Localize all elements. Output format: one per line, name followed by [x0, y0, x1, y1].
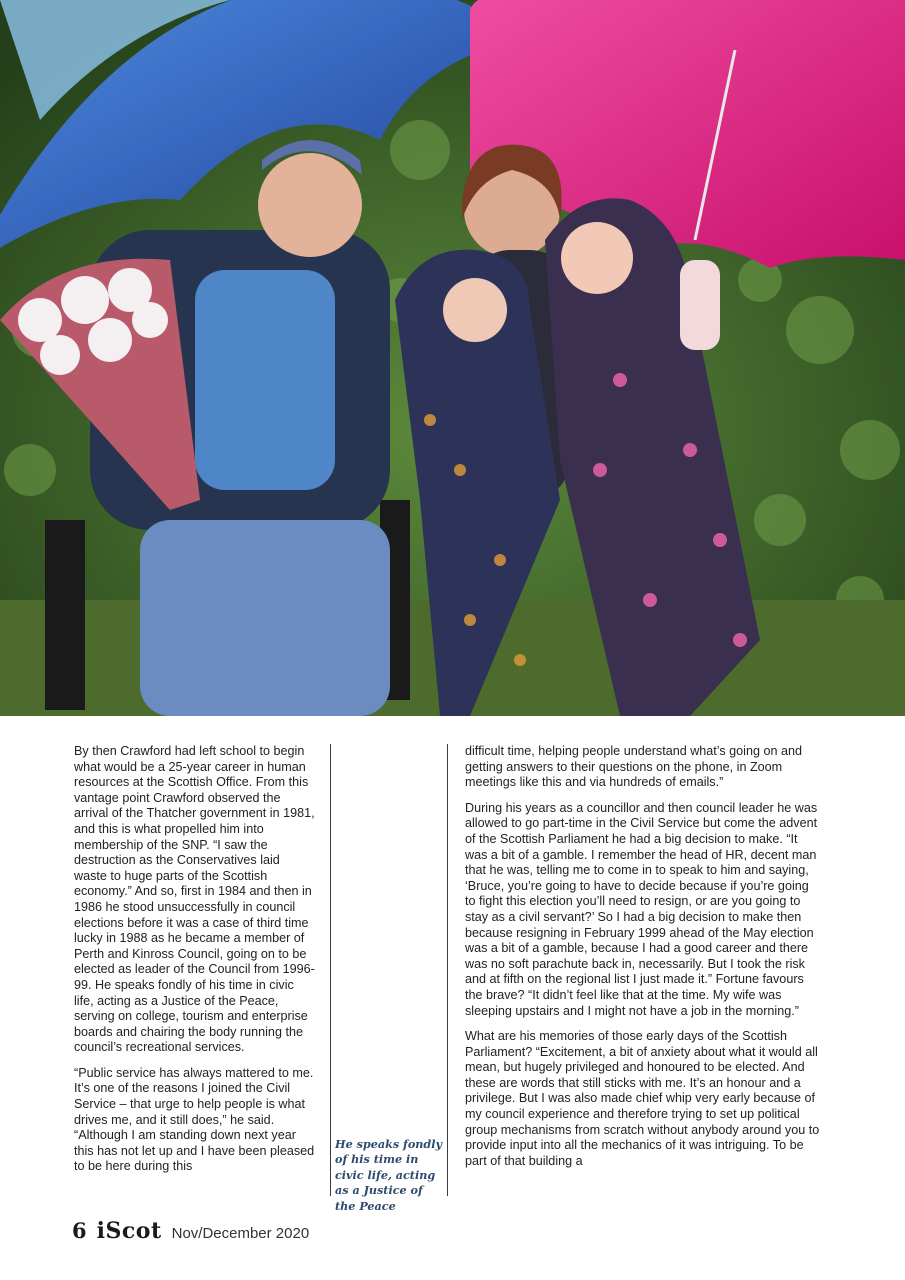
pull-quote: He speaks fondly of his time in civic life, acting as a Justice of the Peace — [335, 1137, 442, 1213]
page-number: 6 — [72, 1218, 87, 1243]
page-footer — [72, 1218, 309, 1248]
article-paragraph: difficult time, helping people understand what’s going on and getting answers to their questions on the phone, in Zoom meetings like this and via hundreds of emails.” — [465, 744, 803, 790]
article-column-left — [74, 744, 316, 1185]
article-paragraph: By then Crawford had left school to begin what would be a 25-year career in human resources at the Scottish Office. From this vantage point Crawford observed the arrival of the Thatcher government in 1981, and this is what propelled him into membership of the SNP. “I saw the destruction as the Conservatives laid waste to huge parts of the Scottish economy.” And so, first in 1984 and then in 1986 he stood unsuccessfully in council elections before it was a case of third time lucky in 1988 as he became a member of Perth and Kinross Council, going on to be elected as leader of the Council from 1996-99. He speaks fondly of his time in civic life, acting as a Justice of the Peace, serving on college, tourism and enterprise boards and chairing the body running the council’s recreational services. — [74, 744, 315, 1055]
column-divider — [330, 744, 331, 1196]
article-column-right — [465, 744, 821, 1179]
article-paragraph: What are his memories of those early days of the Scottish Parliament? “Excitement, a bit of anxiety about what it would all mean, but hugely privileged and honoured to be elected. And these are words that still sticks with me. It’s an honour and a privilege. But I was also made chief whip very early because of my council experience and therefore trying to set up political group mechanisms from scratch without anybody around you to provide input into all the mechanics of it was intriguing. To be part of that building a — [465, 1029, 820, 1168]
brand-logo: iScot — [96, 1218, 162, 1244]
column-divider — [447, 744, 448, 1196]
article-paragraph: During his years as a councillor and then council leader he was allowed to go part-time in the Civil Service but come the advent of the Scottish Parliament he had a big decision to make. “It was a bit of a gamble. I remember the head of HR, decent man that he was, telling me to come in to speak to him and saying, ‘Bruce, you’re going to have to decide because if you’re going to fight this election you’ll need to resign, or are you going to stay as a civil servant?’ So I had a big decision to make then because resigning in February 1999 ahead of the May election was a bit of a gamble, because I had a good career and there was no soft parachute back in, necessarily. But I took the risk and at fifth on the regional list I just made it.” Fortune favours the brave? “It didn’t feel like that at the time. My wife was sleeping upstairs and I might not have a job in the morning.” — [465, 800, 818, 1018]
article-paragraph: “Public service has always mattered to me. It’s one of the reasons I joined the Civil Service – that urge to help people is what drives me, and it still does,” he said. “Although I am standing down next year this has not let up and I have been pleased to be here during this — [74, 1065, 315, 1174]
issue-date: Nov/December 2020 — [171, 1225, 310, 1242]
